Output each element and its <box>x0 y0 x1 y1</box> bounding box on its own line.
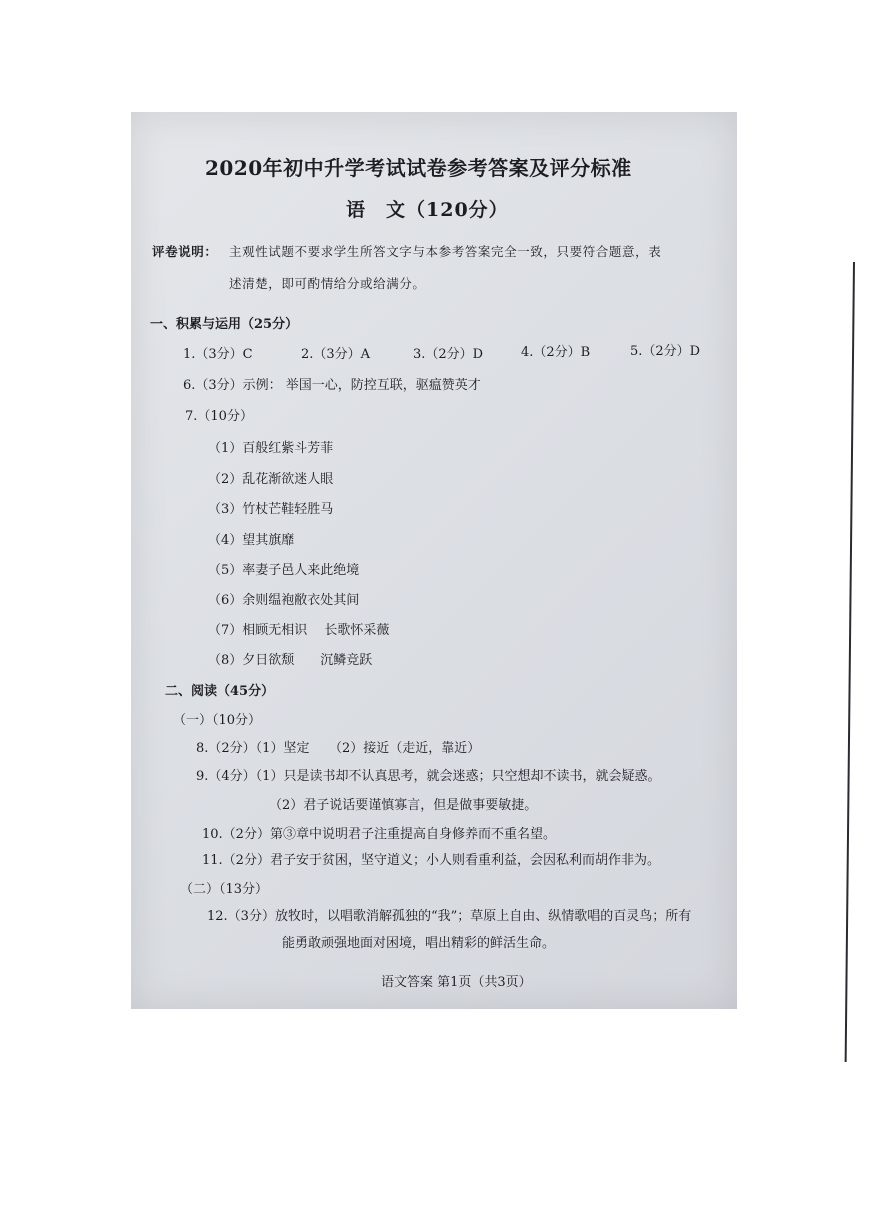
answer-q7-item: （3）竹杖芒鞋轻胜马 <box>208 502 334 517</box>
answer-q12-line-1: 12.（3分）放牧时，以唱歌消解孤独的“我”；草原上自由、纵情歌唱的百灵鸟；所有 <box>207 909 692 924</box>
answer-q10: 10.（2分）第③章中说明君子注重提高自身修养而不重名望。 <box>202 827 556 842</box>
page-subtitle: 语 文（120分） <box>346 199 509 221</box>
section-heading-1: 一、积累与运用（25分） <box>150 317 299 332</box>
answer-q3: 3.（2分）D <box>413 347 484 362</box>
answer-q6: 6.（3分）示例： 举国一心，防控互联，驱瘟赞英才 <box>183 378 481 393</box>
page-title: 2020年初中升学考试试卷参考答案及评分标准 <box>205 156 632 180</box>
section-heading-2: 二、阅读（45分） <box>165 684 275 699</box>
answer-q9-line-1: 9.（4分）（1）只是读书却不认真思考，就会迷惑；只空想却不读书，就会疑惑。 <box>196 769 661 784</box>
part-heading-1: （一）（10分） <box>173 713 262 728</box>
answer-q7-item: （7）相顾无相识 长歌怀采薇 <box>208 623 390 638</box>
margin-line <box>845 262 855 1062</box>
answer-q5: 5.（2分）D <box>630 344 701 359</box>
answer-q7-item: （2）乱花渐欲迷人眼 <box>208 472 334 487</box>
note-label: 评卷说明： <box>152 244 218 259</box>
note-line-2: 述清楚，即可酌情给分或给满分。 <box>229 276 426 291</box>
answer-q12-line-2: 能勇敢顽强地面对困境，唱出精彩的鲜活生命。 <box>282 936 556 951</box>
page-footer: 语文答案 第1页（共3页） <box>381 975 532 990</box>
answer-q8: 8.（2分）（1）坚定 （2）接近（走近，靠近） <box>196 741 481 756</box>
answer-q1: 1.（3分）C <box>183 347 253 362</box>
answer-q7-item: （6）余则缊袍敝衣处其间 <box>208 593 360 608</box>
answer-q7-item: （1）百般红紫斗芳菲 <box>208 441 334 456</box>
answer-q11: 11.（2分）君子安于贫困，坚守道义；小人则看重利益，会因私利而胡作非为。 <box>202 853 660 868</box>
part-heading-2: （二）（13分） <box>180 882 269 897</box>
answer-q7-item: （5）率妻子邑人来此绝境 <box>208 563 360 578</box>
answer-q7-item: （4）望其旗靡 <box>208 533 295 548</box>
answer-q9-line-2: （2）君子说话要谨慎寡言，但是做事要敏捷。 <box>269 798 538 813</box>
answer-q7-heading: 7.（10分） <box>185 409 253 424</box>
answer-q7-item: （8）夕日欲颓 沉鳞竞跃 <box>208 653 373 668</box>
note-line-1: 主观性试题不要求学生所答文字与本参考答案完全一致，只要符合题意，表 <box>229 244 662 259</box>
answer-q4: 4.（2分）B <box>521 345 591 360</box>
answer-q2: 2.（3分）A <box>301 347 371 362</box>
